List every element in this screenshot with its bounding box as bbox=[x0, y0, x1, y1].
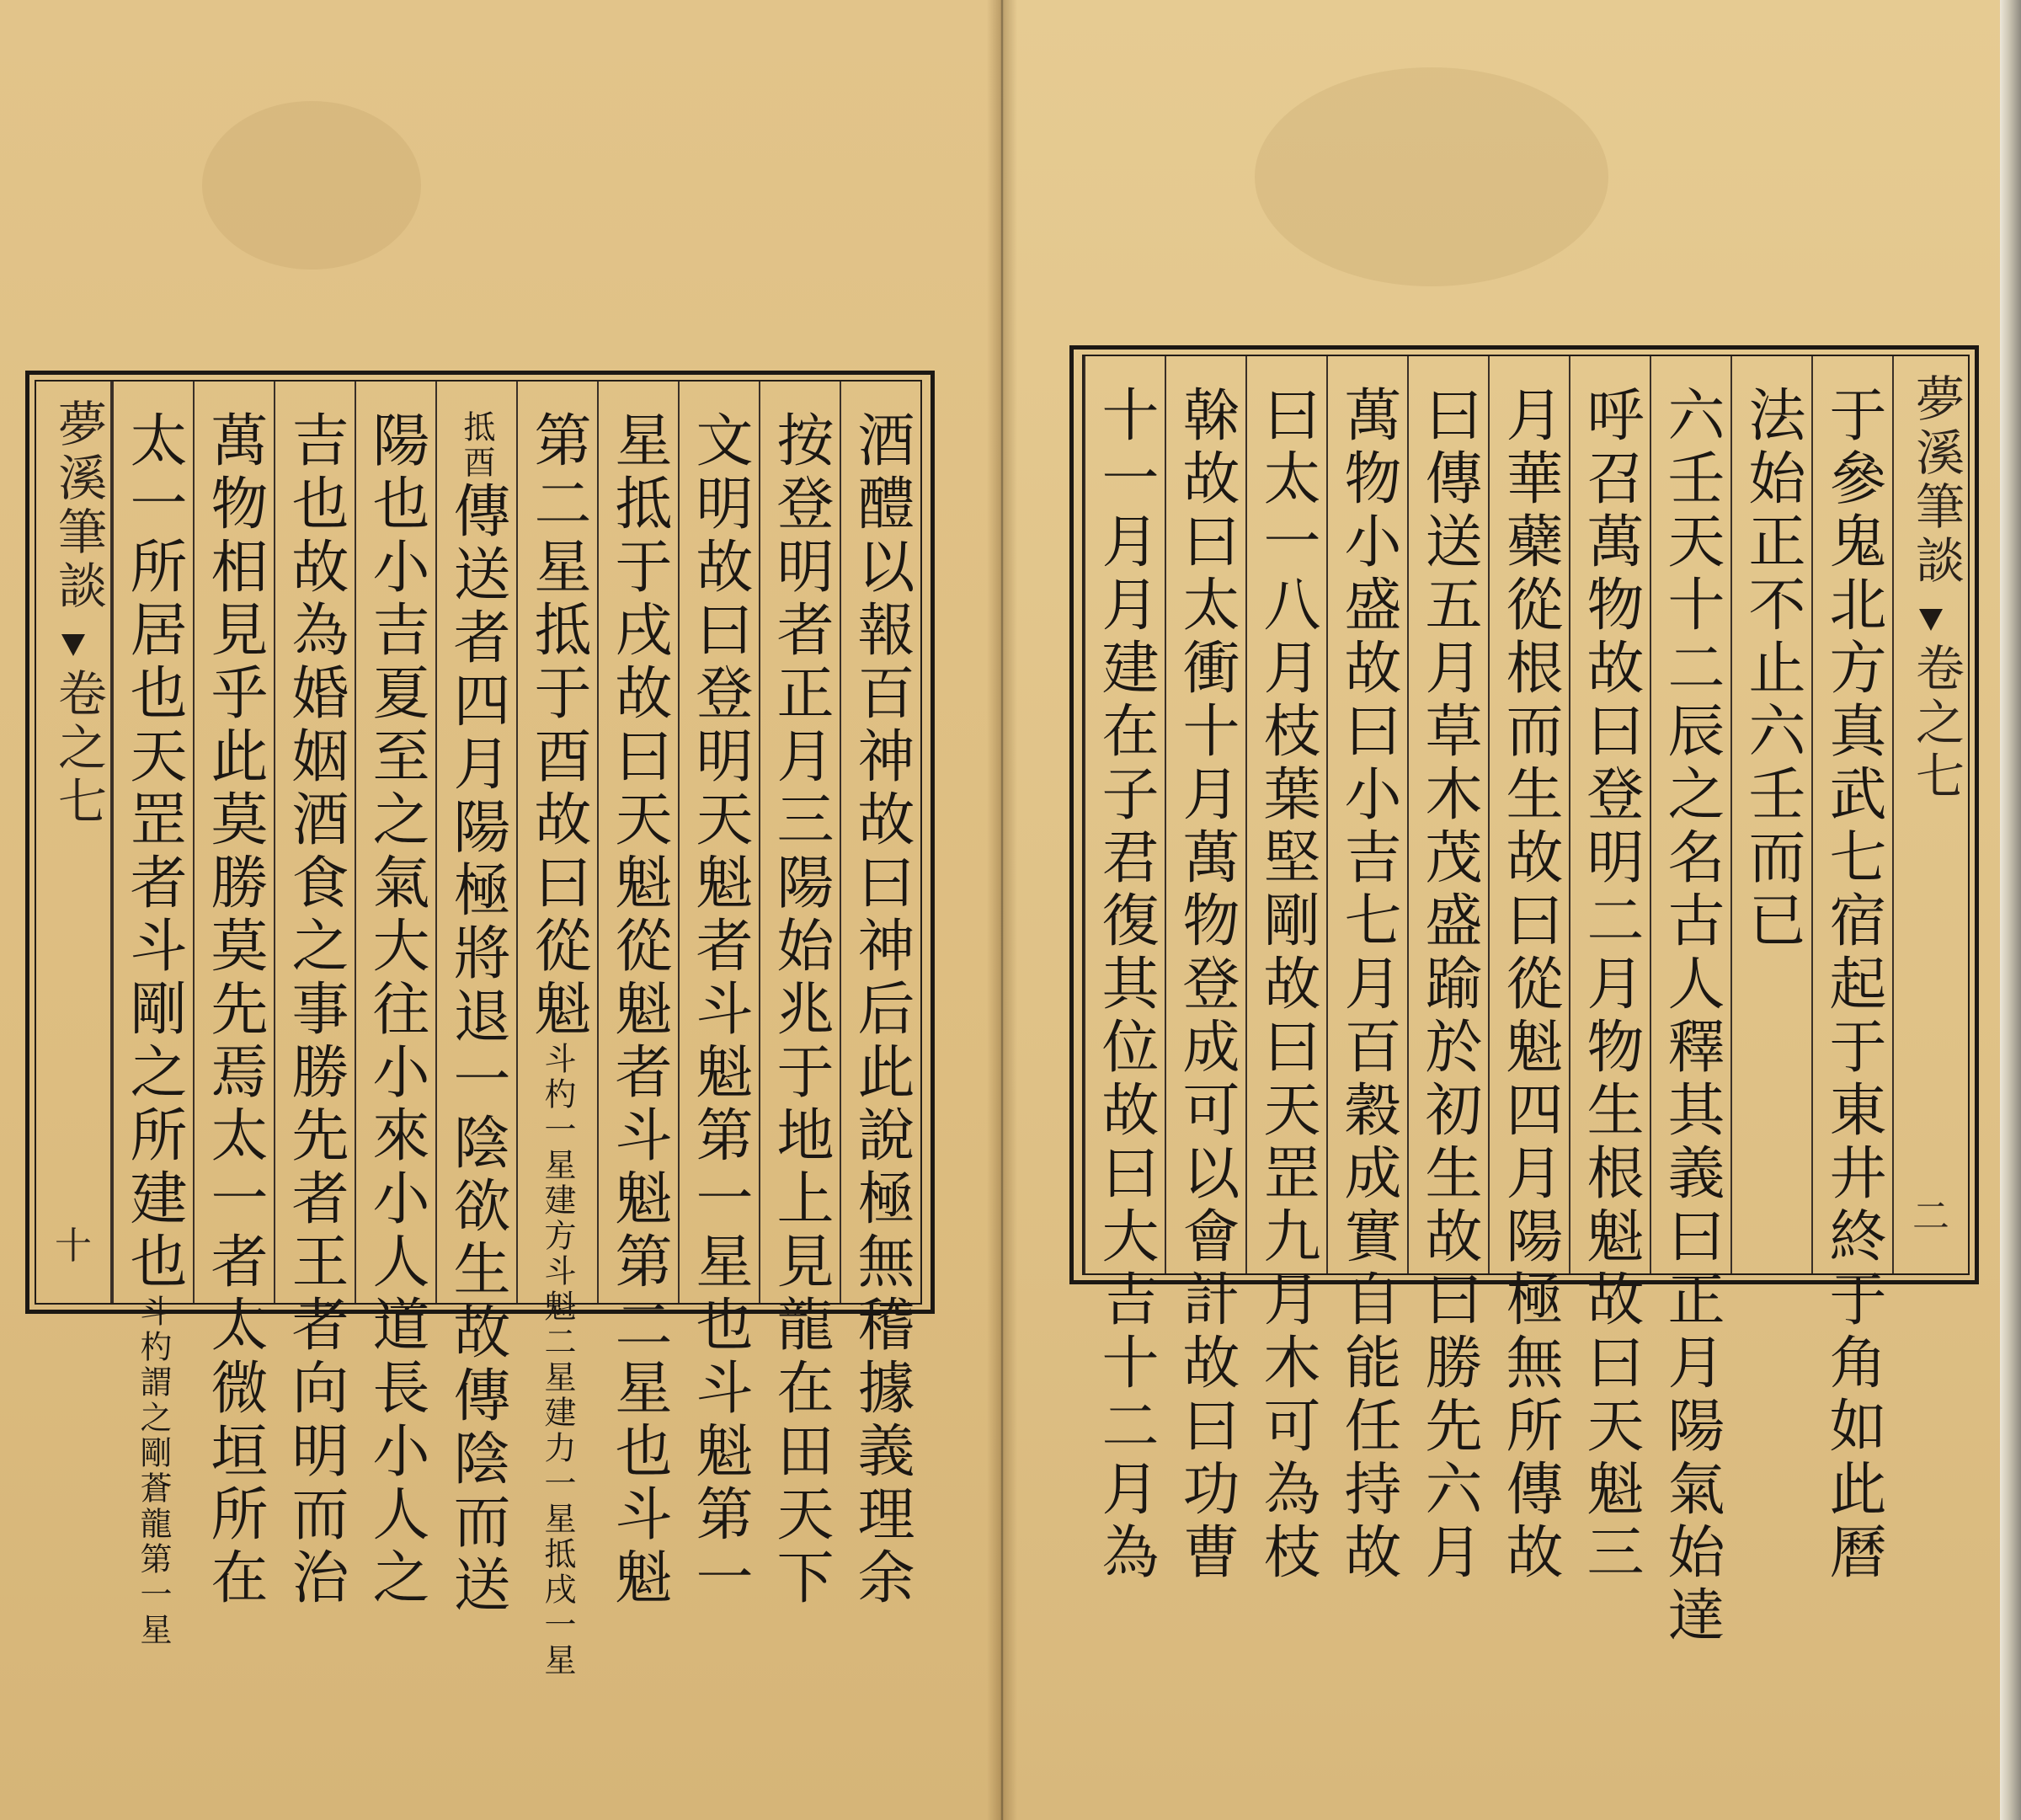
main-text: 太一所居也天罡者斗剛之所建也 bbox=[120, 410, 187, 1294]
right-banxin-title: 夢溪筆談 bbox=[1907, 373, 1965, 589]
column-text bbox=[1739, 356, 1805, 1273]
main-text: 陽也小吉夏至之氣大往小來小人道長小人之 bbox=[363, 410, 429, 1610]
column-text bbox=[605, 382, 672, 1610]
main-text: 于參鬼北方真武七宿起于東井終于角如此曆 bbox=[1820, 385, 1886, 1585]
column-text bbox=[1577, 356, 1644, 1585]
paper-stain bbox=[1255, 67, 1608, 286]
right-page bbox=[1002, 0, 2000, 1820]
main-text: 十一月月建在子君復其位故曰大吉十二月為 bbox=[1092, 385, 1159, 1585]
left-banxin bbox=[36, 382, 112, 1303]
left-leaf-number: 十 bbox=[55, 1225, 92, 1268]
column-text bbox=[201, 382, 268, 1610]
left-text-column bbox=[274, 382, 355, 1610]
left-page bbox=[0, 0, 1002, 1820]
right-fishtail-mark bbox=[1919, 609, 1943, 631]
left-inner-border bbox=[35, 380, 922, 1679]
column-text bbox=[1254, 356, 1320, 1585]
left-text-column bbox=[678, 382, 759, 1610]
left-text-column bbox=[112, 382, 193, 1648]
inline-note: 斗杓一星建方斗魁二星建力一星抵戌一星 bbox=[539, 1042, 576, 1679]
right-text-column bbox=[1084, 356, 1165, 1585]
left-text-column bbox=[193, 382, 274, 1610]
left-fishtail-mark bbox=[61, 634, 85, 656]
main-text: 呼召萬物故曰登明二月物生根魁故曰天魁三 bbox=[1577, 385, 1644, 1585]
column-text bbox=[1496, 356, 1563, 1585]
right-text-column bbox=[1569, 356, 1650, 1585]
left-text-frame bbox=[25, 371, 935, 1679]
paper-stain bbox=[202, 101, 421, 270]
column-text bbox=[767, 382, 834, 1610]
main-text: 星抵于戌故曰天魁從魁者斗魁第二星也斗魁 bbox=[605, 410, 672, 1610]
column-text bbox=[1335, 356, 1401, 1585]
column-text bbox=[1820, 356, 1886, 1585]
column-text bbox=[363, 382, 429, 1610]
right-text-column bbox=[1407, 356, 1488, 1585]
column-text bbox=[525, 382, 591, 1679]
column-text bbox=[1658, 356, 1725, 1648]
main-text: 六壬天十二辰之名古人釋其義曰正月陽氣始達 bbox=[1658, 385, 1725, 1648]
left-text-column bbox=[355, 382, 435, 1610]
right-inner-border bbox=[1082, 355, 1970, 1648]
main-text: 曰太一八月枝葉堅剛故曰天罡九月木可為枝 bbox=[1254, 385, 1320, 1585]
main-text: 萬物相見乎此莫勝莫先焉太一者太微垣所在 bbox=[201, 410, 268, 1610]
left-text-column bbox=[435, 382, 516, 1618]
right-leaf-number: 二 bbox=[1912, 1195, 1949, 1238]
right-banxin bbox=[1892, 356, 1968, 1273]
right-text-column bbox=[1811, 356, 1892, 1585]
column-text bbox=[120, 382, 187, 1648]
column-text bbox=[1173, 356, 1240, 1585]
main-text: 傳送者四月陽極將退一陰欲生故傳陰而送 bbox=[444, 481, 510, 1618]
main-text: 曰傳送五月草木茂盛踰於初生故曰勝先六月 bbox=[1416, 385, 1482, 1585]
left-banxin-juan: 卷之七 bbox=[50, 668, 107, 830]
column-text bbox=[282, 382, 349, 1610]
right-text-column bbox=[1165, 356, 1245, 1585]
main-text: 榦故曰太衝十月萬物登成可以會計故曰功曹 bbox=[1173, 385, 1240, 1585]
main-text: 月華蘗從根而生故曰從魁四月陽極無所傳故 bbox=[1496, 385, 1563, 1585]
column-text bbox=[444, 382, 510, 1618]
column-text bbox=[1092, 356, 1159, 1585]
main-text: 法始正不止六壬而已 bbox=[1739, 385, 1805, 953]
left-text-column bbox=[516, 382, 597, 1679]
right-text-column bbox=[1488, 356, 1569, 1585]
main-text: 文明故曰登明天魁者斗魁第一星也斗魁第一 bbox=[686, 410, 753, 1610]
left-banxin-title: 夢溪筆談 bbox=[50, 398, 107, 614]
right-text-column bbox=[1245, 356, 1326, 1585]
left-text-column bbox=[840, 382, 920, 1610]
inline-note: 斗杓謂之剛蒼龍第一星 bbox=[135, 1294, 172, 1648]
right-text-column bbox=[1730, 356, 1811, 1273]
column-text bbox=[686, 382, 753, 1610]
main-text: 酒醴以報百神故曰神后此說極無稽據義理余 bbox=[848, 410, 915, 1610]
page-edge bbox=[2000, 0, 2021, 1820]
main-text: 吉也故為婚姻酒食之事勝先者王者向明而治 bbox=[282, 410, 349, 1610]
right-banxin-juan: 卷之七 bbox=[1907, 643, 1965, 804]
inline-note: 抵酉 bbox=[458, 410, 495, 481]
main-text: 第二星抵于酉故曰從魁 bbox=[525, 410, 591, 1042]
left-text-column bbox=[597, 382, 678, 1610]
column-text bbox=[1416, 356, 1482, 1585]
column-text bbox=[848, 382, 915, 1610]
book-gutter bbox=[987, 0, 1017, 1820]
right-text-column bbox=[1650, 356, 1730, 1648]
main-text: 萬物小盛故曰小吉七月百穀成實自能任持故 bbox=[1335, 385, 1401, 1585]
left-text-column bbox=[759, 382, 840, 1610]
main-text: 按登明者正月三陽始兆于地上見龍在田天下 bbox=[767, 410, 834, 1610]
right-text-frame bbox=[1069, 345, 1979, 1648]
right-text-column bbox=[1326, 356, 1407, 1585]
